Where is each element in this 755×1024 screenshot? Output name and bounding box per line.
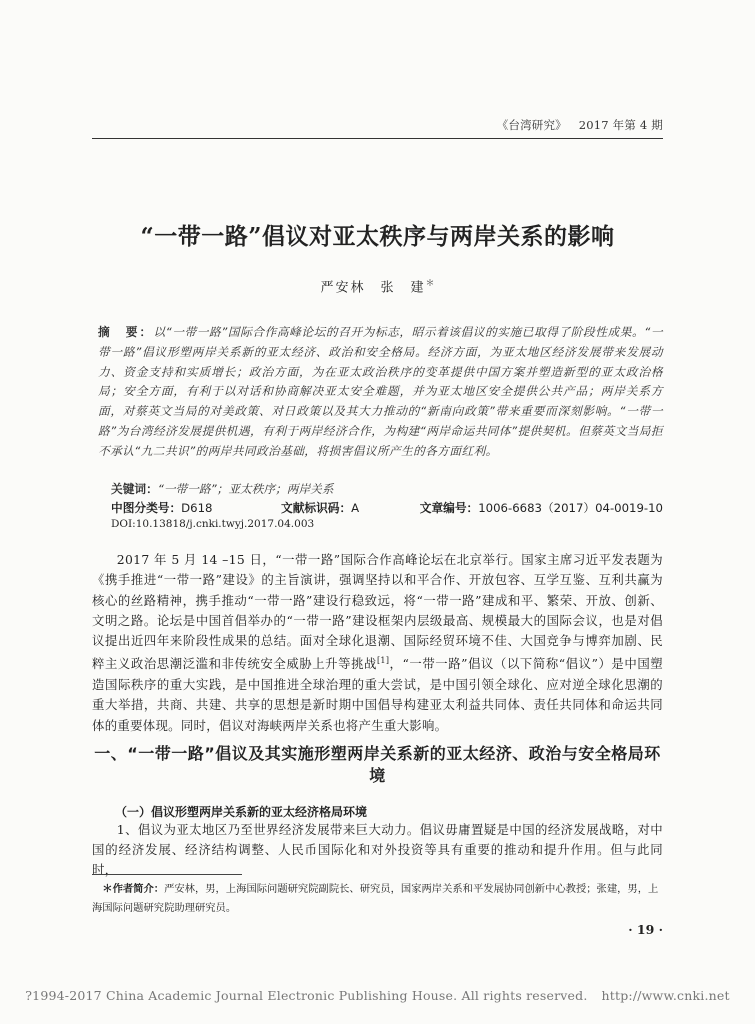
footnote-rule xyxy=(92,874,242,875)
intro-paragraph-part1: 2017 年 5 月 14 –15 日，“一带一路”国际合作高峰论坛在北京举行。国家主席习近平发表题为《携手推进“一带一路”建设》的主旨演讲，强调坚持以和平合作、开放包容、互学互鉴、互利共赢为核心的丝路精神，携手推动“一带一路”建设行稳致远，将“一带一路”建成和平、繁荣、开放、创新、文明之路。论坛是中国首倡举办的“一带一路”建设框架内层级最高、规模最大的国际会议，也是对倡议提出近四年来阶段性成果的总结。面对全球化退潮、国际经贸环境不佳、大国竞争与博弈加剧、民粹主义政治思潮泛滥和非传统安全威胁上升等挑战 xyxy=(92,552,663,672)
footnote-text: 严安林，男，上海国际问题研究院副院长、研究员，国家两岸关系和平发展协同创新中心教授；张建，男，上海国际问题研究院助理研究员。 xyxy=(92,883,659,914)
author-footnote-mark: ＊ xyxy=(425,279,435,289)
doc-code-label: 文献标识码： xyxy=(281,501,352,515)
citation-mark: [1] xyxy=(377,656,390,666)
author-footnote xyxy=(92,880,663,918)
copyright-text: ?1994-2017 China Academic Journal Electronic Publishing House. All rights reserved. xyxy=(25,988,588,1003)
intro-paragraph xyxy=(92,550,663,736)
keywords xyxy=(111,481,334,497)
intro-paragraph-part2: ，“一带一路”倡议（以下简称“倡议”）是中国塑造国际秩序的重大实践，是中国推进全球治理的重大尝试，是中国引领全球化、应对逆全球化思潮的重大举措，共商、共建、共享的思想是新时期中国倡导构建亚太利益共同体、责任共同体和命运共同体的重要体现。同时，倡议对海峡两岸关系也将产生重大影响。 xyxy=(92,656,663,733)
doc-code-value: A xyxy=(351,501,360,515)
page-number: · 19 · xyxy=(628,922,663,937)
article-number-value: 1006-6683（2017）04-0019-10 xyxy=(478,501,663,515)
clc xyxy=(111,500,212,516)
article-authors xyxy=(0,276,755,295)
article-number xyxy=(420,500,663,516)
journal-header xyxy=(497,117,663,133)
cnki-link[interactable]: http://www.cnki.net xyxy=(601,988,730,1003)
article-title: “一带一路”倡议对亚太秩序与两岸关系的影响 xyxy=(140,223,615,250)
abstract-label: 摘 要： xyxy=(98,325,154,339)
footnote-label: ＊作者简介： xyxy=(102,883,165,895)
clc-value: D618 xyxy=(181,501,213,515)
journal-name: 《台湾研究》 xyxy=(496,118,567,132)
body-paragraph: 1、倡议为亚太地区乃至世界经济发展带来巨大动力。倡议毋庸置疑是中国的经济发展战略，对中国的经济发展、经济结构调整、人民币国际化和对外投资等具有重要的推动和提升作用。但与此同时， xyxy=(92,822,663,877)
author-names: 严安林 张 建 xyxy=(320,280,426,296)
subsection-heading: （一）倡议形塑两岸关系新的亚太经济格局环境 xyxy=(115,805,368,819)
keywords-label: 关键词： xyxy=(111,482,158,496)
journal-issue: 2017 年第 4 期 xyxy=(578,118,663,132)
header-rule xyxy=(92,138,663,139)
keywords-value: “一带一路”；亚太秩序；两岸关系 xyxy=(157,482,334,496)
copyright-footer xyxy=(0,988,755,1003)
abstract xyxy=(98,323,663,462)
section-heading: 一、“一带一路”倡议及其实施形塑两岸关系新的亚太经济、政治与安全格局环境 xyxy=(94,744,661,785)
doi: DOI:10.13818/j.cnki.twyj.2017.04.003 xyxy=(111,518,315,530)
clc-label: 中图分类号： xyxy=(111,501,182,515)
doc-code xyxy=(281,500,359,516)
article-number-label: 文章编号： xyxy=(419,501,479,515)
abstract-text: 以“一带一路”国际合作高峰论坛的召开为标志，昭示着该倡议的实施已取得了阶段性成果。“一带一路”倡议形塑两岸关系新的亚太经济、政治和安全格局。经济方面，为亚太地区经济发展带来发展动力、资金支持和实质增长；政治方面，为在亚太政治秩序的变革提供中国方案并塑造新型的亚太政治格局；安全方面，有利于以对话和协商解决亚太安全难题，并为亚太地区安全提供公共产品；两岸关系方面，对蔡英文当局的对美政策、对日政策以及其大力推动的“新南向政策”带来重要而深刻影响。“一带一路”为台湾经济发展提供机遇，有利于两岸经济合作，为构建“两岸命运共同体”提供契机。但蔡英文当局拒不承认“九二共识”的两岸共同政治基础，将损害倡议所产生的各方面红利。 xyxy=(98,325,663,458)
